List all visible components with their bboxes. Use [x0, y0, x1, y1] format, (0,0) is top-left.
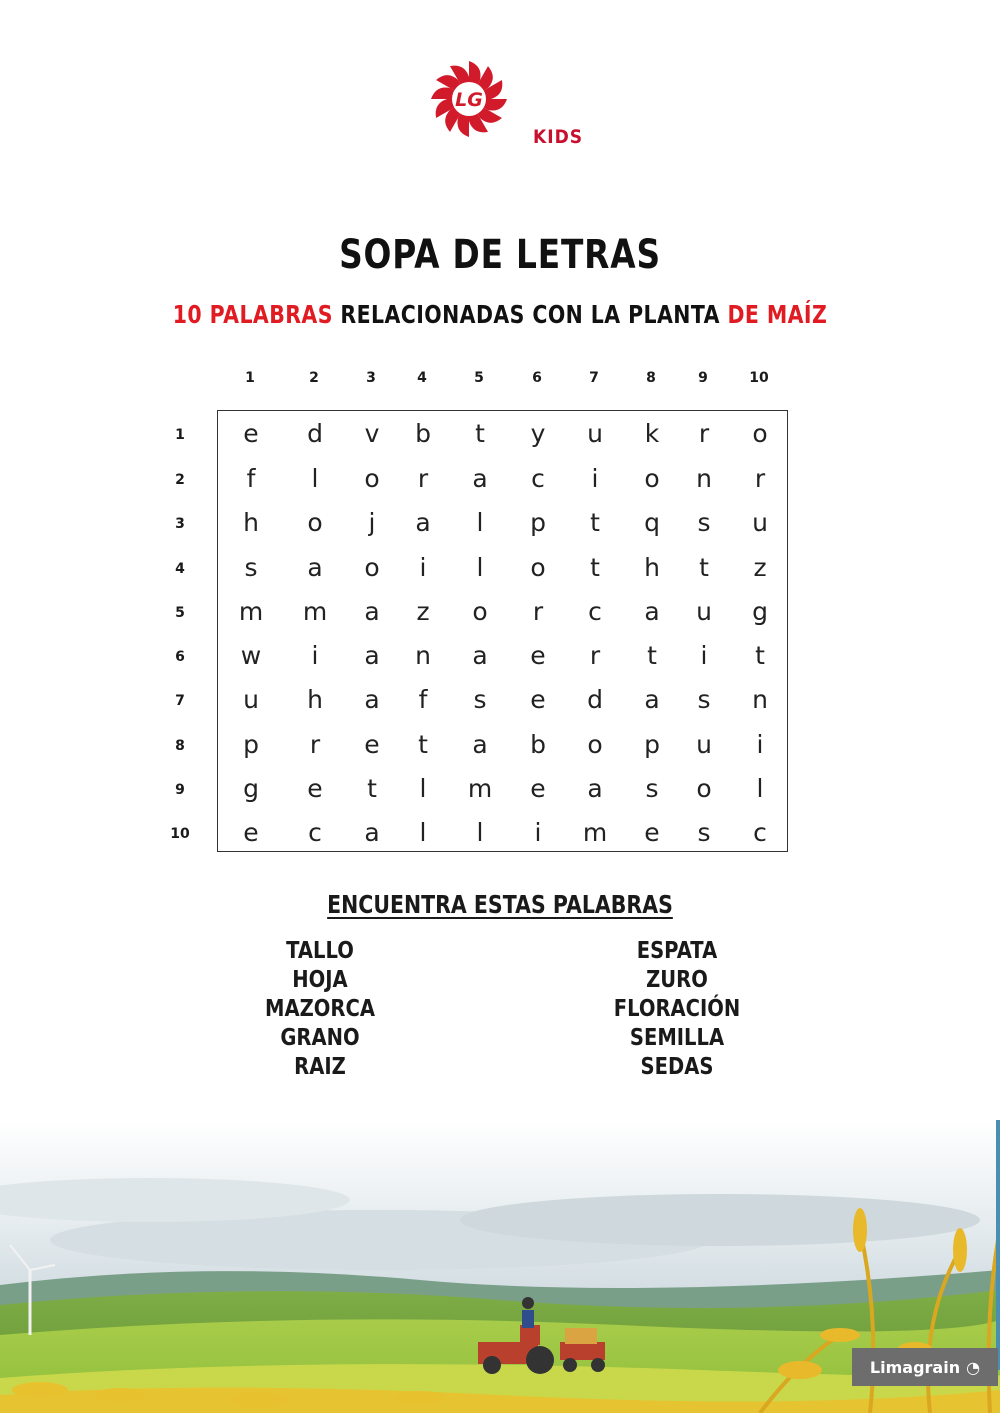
column-number: 8	[646, 370, 656, 386]
grid-letter[interactable]: t	[590, 553, 600, 582]
grid-letter[interactable]: k	[644, 419, 660, 448]
column-number: 3	[366, 370, 376, 386]
subtitle-part-1: 10 PALABRAS	[172, 300, 333, 329]
grid-letter[interactable]: m	[467, 774, 493, 803]
grid-letter[interactable]: r	[589, 641, 601, 670]
grid-letter[interactable]: q	[644, 508, 660, 537]
find-word: FLORACIÓN	[613, 996, 741, 1022]
grid-letter[interactable]: v	[364, 419, 380, 448]
word-list-left	[218, 937, 422, 1082]
grid-letter[interactable]: a	[587, 774, 603, 803]
find-word: RAIZ	[294, 1054, 346, 1080]
column-numbers	[0, 370, 1000, 390]
column-number: 4	[417, 370, 427, 386]
grid-letter[interactable]: f	[418, 685, 428, 714]
grid-letter[interactable]: c	[308, 818, 322, 847]
word-list-right	[575, 937, 779, 1082]
grid-letter[interactable]: t	[755, 641, 765, 670]
find-word: SEDAS	[640, 1054, 714, 1080]
grid-letter[interactable]: l	[476, 508, 484, 537]
grid-letter[interactable]: z	[753, 553, 767, 582]
find-word: GRANO	[280, 1025, 360, 1051]
column-number: 1	[245, 370, 255, 386]
lg-logo	[428, 58, 510, 140]
grid-letter[interactable]: e	[243, 818, 259, 847]
grid-letter[interactable]: l	[419, 818, 427, 847]
grid-letter[interactable]: m	[582, 818, 608, 847]
row-number: 7	[175, 693, 185, 709]
row-number: 9	[175, 782, 185, 798]
column-number: 10	[749, 370, 769, 386]
grid-letter[interactable]: o	[644, 464, 660, 493]
grid-letter[interactable]: i	[591, 464, 599, 493]
row-number: 1	[175, 427, 185, 443]
grid-letter[interactable]: a	[364, 641, 380, 670]
word-search-grid[interactable]	[217, 410, 788, 852]
grid-letter[interactable]: d	[587, 685, 603, 714]
grid-letter[interactable]: p	[644, 730, 660, 759]
grid-letter[interactable]: l	[476, 553, 484, 582]
column-number: 9	[698, 370, 708, 386]
logo-text: LG	[455, 89, 483, 111]
grid-letter[interactable]: a	[644, 685, 660, 714]
grid-letter[interactable]: i	[700, 641, 708, 670]
grid-letter[interactable]: a	[364, 818, 380, 847]
row-number: 4	[175, 561, 185, 577]
grid-letter[interactable]: t	[475, 419, 485, 448]
grid-letter[interactable]: e	[364, 730, 380, 759]
row-number: 2	[175, 472, 185, 488]
grid-letter[interactable]: i	[756, 730, 764, 759]
grid-letter[interactable]: f	[246, 464, 256, 493]
row-number: 3	[175, 516, 185, 532]
grid-letter[interactable]: o	[696, 774, 712, 803]
grid-letter[interactable]: n	[415, 641, 431, 670]
grid-letter[interactable]: s	[244, 553, 258, 582]
find-word: HOJA	[292, 967, 348, 993]
row-number: 5	[175, 605, 185, 621]
grid-letter[interactable]: u	[243, 685, 259, 714]
grid-letter[interactable]: r	[698, 419, 710, 448]
grid-letter[interactable]: o	[472, 597, 488, 626]
grid-letter[interactable]: e	[530, 685, 546, 714]
find-words-heading	[90, 890, 910, 919]
page-title: SOPA DE LETRAS	[339, 232, 661, 278]
grid-letter[interactable]: l	[476, 818, 484, 847]
column-number: 5	[474, 370, 484, 386]
grid-letter[interactable]: t	[699, 553, 709, 582]
grid-letter[interactable]: u	[696, 730, 712, 759]
grid-letter[interactable]: a	[644, 597, 660, 626]
grid-letter[interactable]: c	[531, 464, 545, 493]
find-word: ESPATA	[636, 938, 718, 964]
grid-letter[interactable]: u	[587, 419, 603, 448]
grid-letter[interactable]: o	[364, 553, 380, 582]
grid-letter[interactable]: y	[530, 419, 546, 448]
grid-letter[interactable]: e	[530, 641, 546, 670]
subtitle-part-2: RELACIONADAS CON LA PLANTA	[332, 300, 728, 329]
row-number: 8	[175, 738, 185, 754]
column-number: 6	[532, 370, 542, 386]
grid-letter[interactable]: m	[302, 597, 328, 626]
grid-letter[interactable]: b	[415, 419, 431, 448]
column-number: 7	[589, 370, 599, 386]
grid-letter[interactable]: l	[311, 464, 319, 493]
kids-label: KIDS	[533, 126, 584, 148]
limagrain-label: Limagrain	[869, 1357, 961, 1377]
grid-letter[interactable]: r	[532, 597, 544, 626]
grid-letter[interactable]: l	[756, 774, 764, 803]
grid-letter[interactable]: u	[752, 508, 768, 537]
page-subtitle	[90, 300, 910, 329]
grid-letter[interactable]: e	[243, 419, 259, 448]
grid-letter[interactable]: c	[588, 597, 602, 626]
grid-letter[interactable]: t	[590, 508, 600, 537]
row-numbers	[160, 410, 200, 855]
grid-letter[interactable]: j	[368, 508, 376, 537]
grid-letter[interactable]: o	[364, 464, 380, 493]
grid-letter[interactable]: s	[697, 685, 711, 714]
grid-letter[interactable]: t	[647, 641, 657, 670]
grid-letter[interactable]: a	[472, 730, 488, 759]
grid-letter[interactable]: m	[238, 597, 264, 626]
grid-letter[interactable]: i	[534, 818, 542, 847]
subtitle-part-3: DE MAÍZ	[727, 300, 828, 329]
find-word: TALLO	[286, 938, 354, 964]
find-words-title: ENCUENTRA ESTAS PALABRAS	[327, 890, 673, 919]
grid-letter[interactable]: s	[645, 774, 659, 803]
grid-letter[interactable]: n	[696, 464, 712, 493]
grid-letter[interactable]: g	[243, 774, 259, 803]
grid-letter[interactable]: i	[419, 553, 427, 582]
grid-letter[interactable]: i	[311, 641, 319, 670]
find-word: SEMILLA	[629, 1025, 725, 1051]
grid-letter[interactable]: o	[752, 419, 768, 448]
grid-letter[interactable]: a	[364, 597, 380, 626]
grid-letter[interactable]: t	[367, 774, 377, 803]
grid-letter[interactable]: h	[644, 553, 660, 582]
grid-letter[interactable]: w	[240, 641, 262, 670]
grid-letter[interactable]: b	[530, 730, 546, 759]
grid-letter[interactable]: a	[415, 508, 431, 537]
limagrain-logo-icon: ◔	[966, 1357, 981, 1377]
grid-letter[interactable]: e	[307, 774, 323, 803]
grid-letter[interactable]: z	[416, 597, 430, 626]
grid-letter[interactable]: u	[696, 597, 712, 626]
farm-scene-illustration	[0, 1120, 1000, 1413]
limagrain-badge	[852, 1348, 998, 1386]
grid-letter[interactable]: s	[697, 818, 711, 847]
grid-letter[interactable]: h	[243, 508, 259, 537]
grid-letter[interactable]: a	[472, 464, 488, 493]
grid-letter[interactable]: o	[307, 508, 323, 537]
find-word: MAZORCA	[265, 996, 375, 1022]
grid-letter[interactable]: g	[752, 597, 768, 626]
grid-letter[interactable]: a	[364, 685, 380, 714]
grid-letter[interactable]: n	[752, 685, 768, 714]
row-number: 10	[170, 826, 190, 842]
grid-letter[interactable]: l	[419, 774, 427, 803]
grid-letter[interactable]: s	[697, 508, 711, 537]
grid-letter[interactable]: c	[753, 818, 767, 847]
grid-letter[interactable]: r	[417, 464, 429, 493]
grid-letter[interactable]: e	[644, 818, 660, 847]
grid-letter[interactable]: p	[530, 508, 546, 537]
column-number: 2	[309, 370, 319, 386]
find-word: ZURO	[646, 967, 708, 993]
grid-letter[interactable]: p	[243, 730, 259, 759]
grid-letter[interactable]: s	[473, 685, 487, 714]
grid-letter[interactable]: a	[307, 553, 323, 582]
grid-letter[interactable]: t	[418, 730, 428, 759]
grid-letter[interactable]: o	[587, 730, 603, 759]
grid-letter[interactable]: o	[530, 553, 546, 582]
grid-letter[interactable]: e	[530, 774, 546, 803]
grid-letter[interactable]: a	[472, 641, 488, 670]
grid-letter[interactable]: d	[307, 419, 323, 448]
grid-letter[interactable]: r	[754, 464, 766, 493]
grid-letter[interactable]: h	[307, 685, 323, 714]
row-number: 6	[175, 649, 185, 665]
grid-letter[interactable]: r	[309, 730, 321, 759]
